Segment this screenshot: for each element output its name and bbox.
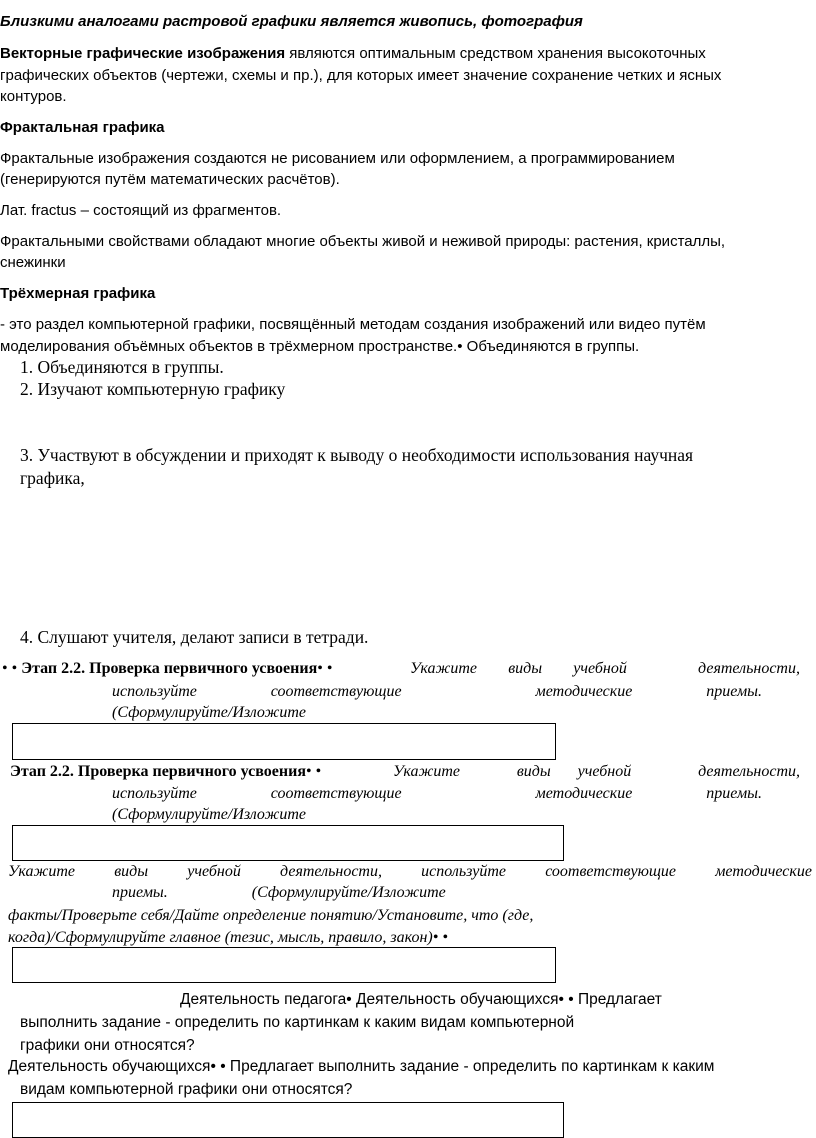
word: приемы. (706, 683, 762, 700)
answer-box-3[interactable] (12, 947, 556, 983)
instr-block-3-line2 (112, 884, 446, 902)
d3-line2 (0, 338, 639, 355)
stage-block-2-instr1 (393, 763, 800, 781)
word: виды (516, 763, 551, 780)
student-activity: Деятельность обучающихся (351, 991, 559, 1008)
word: деятельности, (698, 763, 800, 780)
word: методические (535, 683, 633, 700)
answer-box-1[interactable] (12, 723, 556, 760)
word: Укажите (410, 660, 477, 677)
word: соответствующие (270, 785, 402, 802)
fractal-line5: снежинки (0, 254, 66, 271)
word: используйте (112, 785, 197, 802)
word: используйте (112, 683, 197, 700)
vector-para-line1 (0, 45, 706, 62)
list-item-3a: 3. Участвуют в обсуждении и приходят к выводу о необходимости использования научная (20, 445, 694, 465)
word: учебной (573, 660, 627, 677)
fractal-line3: Лат. fractus – состоящий из фрагментов. (0, 202, 282, 219)
instr-block-3-line4 (8, 929, 448, 947)
bullet-icon: • (442, 929, 448, 946)
list-item-4: 4. Слушают учителя, делают записи в тетради. (20, 627, 369, 647)
stage-block-2-instr2 (112, 785, 762, 803)
bullet-icon: • (558, 991, 564, 1008)
word: соответствующие (270, 683, 402, 700)
instr-block-3-line1 (8, 863, 812, 881)
activity-line3: графики они относятся? (20, 1037, 195, 1054)
vector-para-line3: контуров. (0, 88, 67, 105)
d3-text: моделирования объёмных объектов в трёхмерном пространстве. (0, 338, 458, 355)
bullet-icon: • (220, 1058, 226, 1075)
bullet-icon: • (210, 1058, 216, 1075)
word: виды (508, 660, 543, 677)
stage-block-1-instr1 (410, 660, 800, 678)
word: методические (715, 863, 812, 880)
stage-block-2-line1 (10, 763, 321, 781)
answer-box-2[interactable] (12, 825, 564, 861)
d3-groups: Объединяются в группы. (462, 338, 640, 355)
list-item-1: 1. Объединяются в группы. (20, 357, 224, 377)
teacher-activity: Деятельность педагога (180, 991, 347, 1008)
list-item-3b: графика, (20, 468, 85, 488)
bullet-icon: • (326, 660, 333, 677)
bullet-icon: • (432, 929, 439, 946)
activity-line4 (8, 1058, 714, 1076)
bullet-icon: • (346, 991, 352, 1008)
vector-text: являются оптимальным средством хранения высокоточных (285, 45, 706, 62)
stage-block-2-instr3: (Сформулируйте/Изложите (112, 806, 307, 823)
bullet-icon: • (315, 763, 322, 780)
bullet-icon: • (2, 660, 8, 677)
list-item-2: 2. Изучают компьютерную графику (20, 379, 286, 399)
vector-term: Векторные графические изображения (0, 45, 286, 62)
bullet-icon: • (306, 763, 312, 780)
word: учебной (577, 763, 632, 780)
word: приемы. (112, 884, 168, 901)
activity-line2: выполнить задание - определить по картинкам к каким видам компьютерной (20, 1014, 575, 1031)
stage-title: Этап 2.2. Проверка первичного усвоения (10, 763, 306, 780)
word: используйте (421, 863, 507, 880)
word: учебной (187, 863, 241, 880)
word: Укажите (8, 863, 75, 880)
word: соответствующие (545, 863, 677, 880)
stage-block-1-line1 (2, 660, 332, 678)
word: (Сформулируйте/Изложите (251, 884, 446, 901)
fractal-line4: Фрактальными свойствами обладают многие объекты живой и неживой природы: растения, кристаллы, (0, 233, 726, 250)
fractal-line1: Фрактальные изображения создаются не рисованием или оформлением, а программированием (0, 150, 675, 167)
word: деятельности, (698, 660, 800, 677)
activity-line1 (180, 991, 662, 1009)
vector-para-line2: графических объектов (чертежи, схемы и пр.), для которых имеет значение сохранение четких и ясных (0, 67, 722, 84)
d3-line1: - это раздел компьютерной графики, посвящённый методам создания изображений или видео путём (0, 316, 706, 333)
stage-block-1-instr3: (Сформулируйте/Изложите (112, 704, 307, 721)
student-activity: Деятельность обучающихся (8, 1058, 211, 1075)
stage-block-1-instr2 (112, 683, 762, 701)
bullet-icon: • (457, 338, 463, 355)
fractal-line2: (генерируются путём математических расчётов). (0, 171, 340, 188)
word: методические (535, 785, 633, 802)
instr-block-3-line3: факты/Проверьте себя/Дайте определение понятию/Установите, что (где, (8, 907, 534, 924)
bullet-icon: • (568, 991, 574, 1008)
line-analogues: Близкими аналогами растровой графики является живопись, фотография (0, 13, 583, 30)
bullet-icon: • (317, 660, 323, 677)
heading-3d: Трёхмерная графика (0, 285, 156, 302)
word: приемы. (706, 785, 762, 802)
facts-text: когда)/Сформулируйте главное (тезис, мысль, правило, закон) (8, 929, 433, 946)
bullet-icon: • (11, 660, 18, 677)
word: виды (114, 863, 149, 880)
offers-text: Предлагает (573, 991, 662, 1008)
answer-box-4[interactable] (12, 1102, 564, 1138)
heading-fractal: Фрактальная графика (0, 119, 165, 136)
stage-title: Этап 2.2. Проверка первичного усвоения (21, 660, 318, 677)
word: деятельности, (280, 863, 382, 880)
word: Укажите (393, 763, 460, 780)
offers-text: Предлагает выполнить задание - определить по картинкам к каким (225, 1058, 715, 1075)
activity-line5: видам компьютерной графики они относятся? (20, 1081, 353, 1098)
